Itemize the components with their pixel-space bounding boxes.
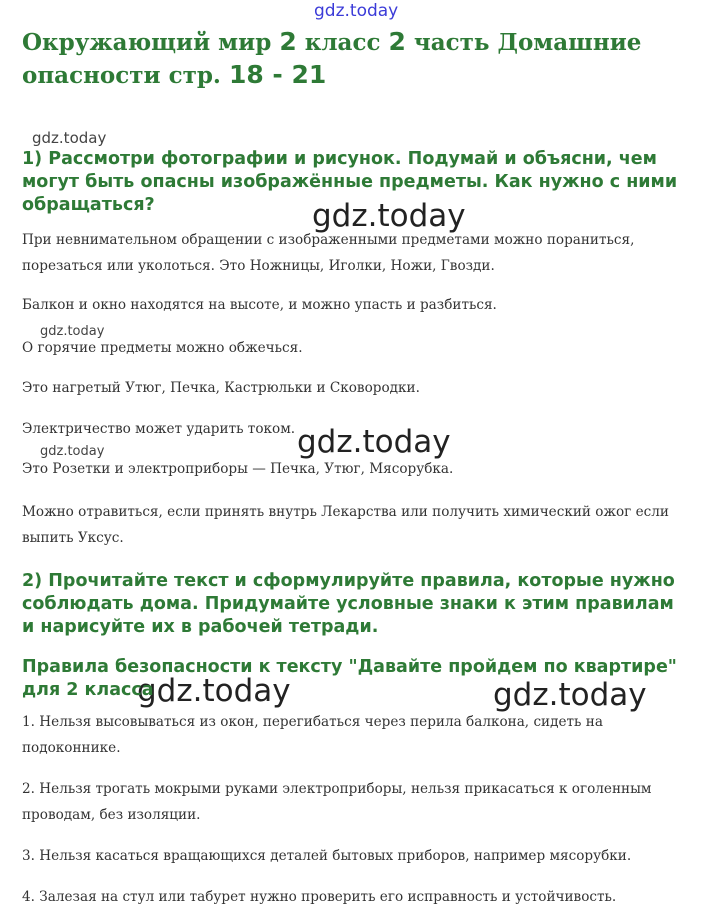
watermark: gdz.today [297, 424, 451, 460]
paragraph: При невнимательном обращении с изображенными предметами можно пораниться, порезаться или уколоться. Это Ножницы, Иголки, Ножи, Гвозди. [22, 232, 635, 274]
rules-subheading: Правила безопасности к тексту "Давайте пройдем по квартире" для 2 класса [22, 657, 677, 700]
paragraph: Это Розетки и электроприборы — Печка, Утюг, Мясорубка. [22, 461, 454, 477]
rule-item: 3. Нельзя касаться вращающихся деталей бытовых приборов, например мясорубки. [22, 848, 632, 864]
watermark: gdz.today [40, 324, 105, 339]
watermark: gdz.today [32, 129, 107, 147]
paragraph: Можно отравиться, если принять внутрь Лекарства или получить химический ожог если выпить Уксус. [22, 504, 669, 546]
page-title: Окружающий мир 2 класс 2 часть Домашние опасности стр. 18 - 21 [22, 27, 642, 89]
watermark: gdz.today [137, 673, 291, 709]
watermark: gdz.today [493, 677, 647, 713]
watermark-logo: gdz.today [314, 1, 399, 21]
paragraph: Балкон и окно находятся на высоте, и можно упасть и разбиться. [22, 297, 497, 313]
rule-item: 1. Нельзя высовываться из окон, перегибаться через перила балкона, сидеть на подоконнике. [22, 714, 603, 756]
paragraph: Электричество может ударить током. [22, 421, 296, 437]
rule-item: 2. Нельзя трогать мокрыми руками электроприборы, нельзя прикасаться к оголенным проводам, без изоляции. [22, 781, 652, 823]
watermark: gdz.today [312, 198, 466, 234]
task-2-heading: 2) Прочитайте текст и сформулируйте правила, которые нужно соблюдать дома. Придумайте условные знаки к этим правилам и нарисуйте их в рабочей тетради. [22, 571, 675, 637]
rule-item: 4. Залезая на стул или табурет нужно проверить его исправность и устойчивость. [22, 889, 617, 905]
paragraph: Это нагретый Утюг, Печка, Кастрюльки и Сковородки. [22, 380, 420, 396]
paragraph: О горячие предметы можно обжечься. [22, 340, 303, 356]
task-1-heading: 1) Рассмотри фотографии и рисунок. Подумай и объясни, чем могут быть опасны изображённые предметы. Как нужно с ними обращаться? [22, 149, 678, 215]
watermark: gdz.today [40, 444, 105, 459]
